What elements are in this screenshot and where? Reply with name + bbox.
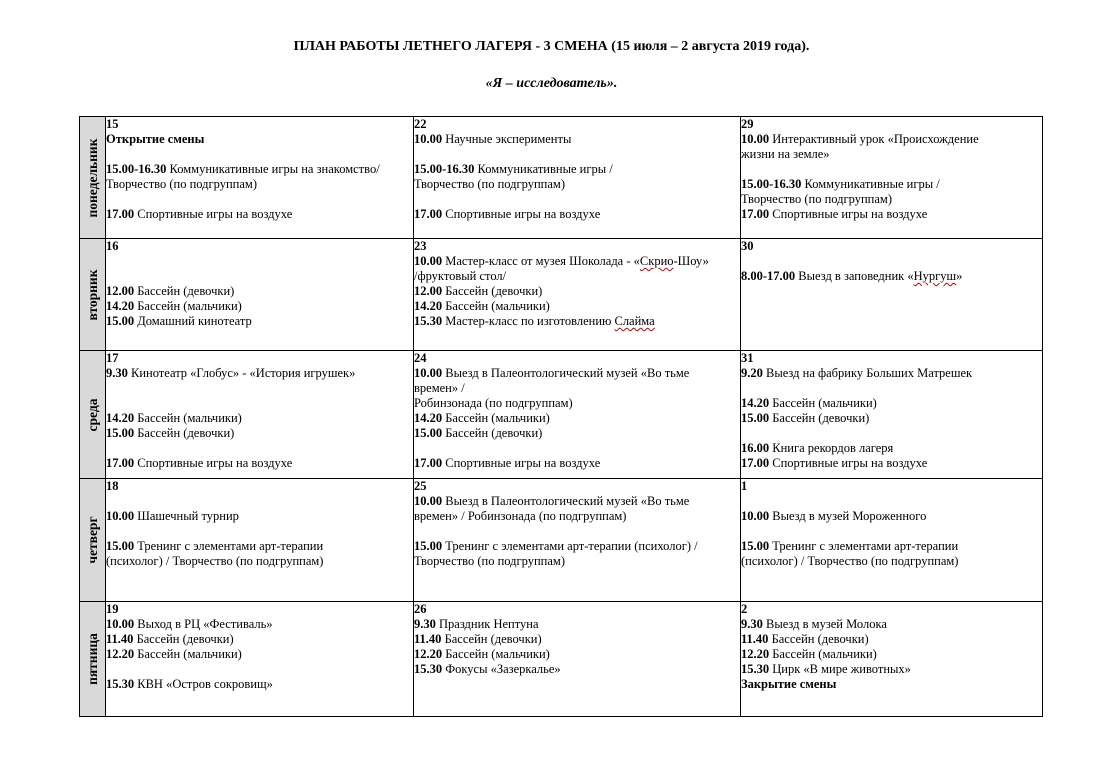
activity-text: Шашечный турнир xyxy=(134,509,239,523)
activity-time: 10.00 xyxy=(106,617,135,631)
schedule-cell-week-1 xyxy=(106,602,414,717)
activity-time: 10.00 xyxy=(106,509,135,523)
activity-time: 10.00 xyxy=(414,366,443,380)
activity-line xyxy=(414,456,740,471)
blank-line xyxy=(741,162,1042,177)
activity-text: Спортивные игры на воздухе xyxy=(442,207,601,221)
activity-time: 12.00 xyxy=(106,284,135,298)
date-number: 22 xyxy=(414,117,427,131)
date-number: 29 xyxy=(741,117,754,131)
date-number: 26 xyxy=(414,602,427,616)
blank-line xyxy=(106,147,413,162)
document-title: ПЛАН РАБОТЫ ЛЕТНЕГО ЛАГЕРЯ - 3 СМЕНА (15 июля – 2 августа 2019 года). xyxy=(293,39,810,54)
activity-time: 10.00 xyxy=(414,132,443,146)
activity-text: Бассейн (мальчики) xyxy=(442,299,550,313)
blank-line xyxy=(414,147,740,162)
blank-line xyxy=(106,494,413,509)
weekday-label: среда xyxy=(84,398,100,431)
activity-line xyxy=(414,494,740,509)
date-number: 30 xyxy=(741,239,754,253)
blank-line xyxy=(106,441,413,456)
activity-line xyxy=(106,411,413,426)
activity-text: времен» / Робинзонада (по подгруппам) xyxy=(414,509,627,523)
activity-line xyxy=(741,539,1042,554)
schedule-cell-week-1 xyxy=(106,351,414,479)
spellcheck-word: Слайма xyxy=(614,314,655,328)
activity-text: Бассейн (мальчики) xyxy=(134,647,242,661)
activity-line xyxy=(414,366,740,381)
activity-line xyxy=(741,411,1042,426)
activity-line xyxy=(741,396,1042,411)
activity-line xyxy=(741,132,1042,147)
activity-text: Спортивные игры на воздухе xyxy=(134,456,293,470)
activity-text: Творчество (по подгруппам) xyxy=(414,554,565,568)
activity-line xyxy=(106,632,413,647)
activity-line xyxy=(106,554,413,569)
activity-time: 15.30 xyxy=(741,662,770,676)
activity-text: Фокусы «Зазеркалье» xyxy=(442,662,561,676)
activity-line xyxy=(741,554,1042,569)
date-number: 16 xyxy=(106,239,119,253)
activity-text: Открытие смены xyxy=(106,132,205,146)
activity-line xyxy=(414,314,740,329)
blank-line xyxy=(414,524,740,539)
activity-line xyxy=(414,617,740,632)
activity-text: Бассейн (девочки) xyxy=(768,632,869,646)
activity-line xyxy=(414,162,740,177)
activity-line xyxy=(741,269,1042,284)
activity-line xyxy=(414,411,740,426)
activity-line xyxy=(106,207,413,222)
activity-time: 17.00 xyxy=(106,207,135,221)
activity-text: жизни на земле» xyxy=(741,147,830,161)
activity-time: 15.00 xyxy=(106,426,135,440)
activity-text: Робинзонада (по подгруппам) xyxy=(414,396,573,410)
activity-text: Творчество (по подгруппам) xyxy=(106,177,257,191)
activity-text: Закрытие смены xyxy=(741,677,837,691)
activity-time: 9.30 xyxy=(414,617,436,631)
date-number: 19 xyxy=(106,602,119,616)
activity-line xyxy=(414,632,740,647)
activity-time: 14.20 xyxy=(414,299,443,313)
activity-line xyxy=(414,647,740,662)
schedule-cell-week-1 xyxy=(106,117,414,239)
activity-line xyxy=(414,132,740,147)
activity-text: Спортивные игры на воздухе xyxy=(134,207,293,221)
activity-text: Бассейн (мальчики) xyxy=(442,647,550,661)
activity-text: Выезд на фабрику Больших Матрешек xyxy=(762,366,973,380)
activity-line xyxy=(414,662,740,677)
activity-time: 17.00 xyxy=(414,207,443,221)
activity-text: Цирк «В мире животных» xyxy=(769,662,911,676)
activity-line xyxy=(414,284,740,299)
date-number: 25 xyxy=(414,479,427,493)
activity-line xyxy=(741,677,1042,692)
activity-text: Домашний кинотеатр xyxy=(134,314,252,328)
spellcheck-word: Скрио xyxy=(639,254,674,268)
blank-line xyxy=(106,269,413,284)
blank-line xyxy=(106,396,413,411)
activity-time: 11.40 xyxy=(414,632,442,646)
weekday-label: пятница xyxy=(84,633,100,685)
date-number: 15 xyxy=(106,117,119,131)
blank-line xyxy=(106,254,413,269)
activity-text: Выезд в Палеонтологический музей «Во тьме xyxy=(442,366,690,380)
activity-text: Выезд в заповедник « xyxy=(795,269,914,283)
activity-time: 15.00 xyxy=(741,539,770,553)
activity-text: Спортивные игры на воздухе xyxy=(769,456,928,470)
activity-text: Мастер-класс по изготовлению xyxy=(442,314,615,328)
activity-text: Бассейн (мальчики) xyxy=(769,396,877,410)
activity-time: 8.00-17.00 xyxy=(741,269,796,283)
activity-line xyxy=(106,132,413,147)
schedule-row-0 xyxy=(80,117,1043,239)
activity-text: Спортивные игры на воздухе xyxy=(769,207,928,221)
activity-time: 15.00-16.30 xyxy=(741,177,802,191)
date-number: 23 xyxy=(414,239,427,253)
activity-time: 12.20 xyxy=(741,647,770,661)
activity-line xyxy=(741,192,1042,207)
activity-time: 15.00 xyxy=(414,426,443,440)
activity-line xyxy=(414,426,740,441)
blank-line xyxy=(106,524,413,539)
date-number: 17 xyxy=(106,351,119,365)
activity-time: 15.30 xyxy=(106,677,135,691)
schedule-row-3 xyxy=(80,479,1043,602)
activity-line xyxy=(414,254,740,269)
activity-time: 9.20 xyxy=(741,366,763,380)
schedule-cell-week-1 xyxy=(106,239,414,351)
schedule-cell-week-1 xyxy=(106,479,414,602)
weekday-label: понедельник xyxy=(84,138,100,217)
activity-line xyxy=(414,539,740,554)
activity-time: 14.20 xyxy=(741,396,770,410)
date-number: 2 xyxy=(741,602,748,616)
activity-line xyxy=(741,441,1042,456)
activity-line xyxy=(741,147,1042,162)
blank-line xyxy=(106,662,413,677)
activity-time: 15.00 xyxy=(106,314,135,328)
activity-text: Бассейн (мальчики) xyxy=(769,647,877,661)
activity-time: 14.20 xyxy=(106,299,135,313)
activity-time: 15.30 xyxy=(414,314,443,328)
activity-text: Книга рекордов лагеря xyxy=(769,441,894,455)
activity-text: Интерактивный урок «Происхождение xyxy=(769,132,979,146)
activity-text: (психолог) / Творчество (по подгруппам) xyxy=(741,554,959,568)
activity-time: 10.00 xyxy=(741,132,770,146)
spellcheck-word: Нургуш xyxy=(913,269,957,283)
activity-line xyxy=(414,381,740,396)
schedule-cell-week-2 xyxy=(414,239,741,351)
activity-text: Бассейн (девочки) xyxy=(769,411,870,425)
activity-line xyxy=(741,177,1042,192)
activity-text: Тренинг с элементами арт-терапии (психолог) / xyxy=(442,539,698,553)
activity-line xyxy=(741,456,1042,471)
blank-line xyxy=(741,524,1042,539)
activity-text: Спортивные игры на воздухе xyxy=(442,456,601,470)
activity-text: Бассейн (девочки) xyxy=(441,632,542,646)
activity-time: 15.00 xyxy=(106,539,135,553)
activity-text: Праздник Нептуна xyxy=(435,617,539,631)
activity-time: 15.30 xyxy=(414,662,443,676)
activity-line xyxy=(106,284,413,299)
activity-line xyxy=(414,554,740,569)
blank-line xyxy=(106,381,413,396)
activity-time: 14.20 xyxy=(106,411,135,425)
schedule-cell-week-2 xyxy=(414,602,741,717)
activity-text: Бассейн (девочки) xyxy=(134,284,235,298)
activity-text: КВН «Остров сокровищ» xyxy=(134,677,273,691)
date-number: 1 xyxy=(741,479,748,493)
weekday-cell xyxy=(80,479,106,602)
activity-line xyxy=(414,299,740,314)
date-number: 18 xyxy=(106,479,119,493)
activity-text: времен» / xyxy=(414,381,465,395)
schedule-row-4 xyxy=(80,602,1043,717)
activity-line xyxy=(741,207,1042,222)
activity-time: 12.00 xyxy=(414,284,443,298)
activity-line xyxy=(106,162,413,177)
schedule-row-1 xyxy=(80,239,1043,351)
schedule-table xyxy=(79,116,1043,717)
activity-text: Бассейн (девочки) xyxy=(133,632,234,646)
schedule-cell-week-3 xyxy=(741,117,1043,239)
activity-line xyxy=(414,269,740,284)
activity-text: Научные эксперименты xyxy=(442,132,572,146)
activity-line xyxy=(106,366,413,381)
activity-time: 16.00 xyxy=(741,441,770,455)
activity-text: Кинотеатр «Глобус» - «История игрушек» xyxy=(127,366,356,380)
activity-time: 12.20 xyxy=(106,647,135,661)
activity-time: 9.30 xyxy=(106,366,128,380)
weekday-label: вторник xyxy=(84,268,100,321)
weekday-label: четверг xyxy=(84,516,100,564)
activity-time: 9.30 xyxy=(741,617,763,631)
activity-line xyxy=(106,456,413,471)
blank-line xyxy=(414,192,740,207)
activity-text: Выезд в Палеонтологический музей «Во тьме xyxy=(442,494,690,508)
activity-text: Творчество (по подгруппам) xyxy=(741,192,892,206)
activity-text: (психолог) / Творчество (по подгруппам) xyxy=(106,554,324,568)
activity-time: 17.00 xyxy=(414,456,443,470)
schedule-cell-week-2 xyxy=(414,117,741,239)
schedule-cell-week-2 xyxy=(414,351,741,479)
activity-text: Мастер-класс от музея Шоколада - « xyxy=(442,254,640,268)
activity-time: 12.20 xyxy=(414,647,443,661)
activity-time: 10.00 xyxy=(741,509,770,523)
schedule-cell-week-3 xyxy=(741,602,1043,717)
schedule-cell-week-2 xyxy=(414,479,741,602)
activity-text: Бассейн (мальчики) xyxy=(134,299,242,313)
activity-text: Бассейн (мальчики) xyxy=(134,411,242,425)
blank-line xyxy=(741,381,1042,396)
activity-text: Выезд в музей Мороженного xyxy=(769,509,927,523)
activity-text: Бассейн (мальчики) xyxy=(442,411,550,425)
activity-line xyxy=(741,366,1042,381)
activity-line xyxy=(106,617,413,632)
activity-text-tail: -Шоу» xyxy=(673,254,709,268)
date-number: 31 xyxy=(741,351,754,365)
activity-text: Бассейн (девочки) xyxy=(134,426,235,440)
schedule-row-2 xyxy=(80,351,1043,479)
activity-text: /фруктовый стол/ xyxy=(414,269,507,283)
activity-time: 15.00 xyxy=(414,539,443,553)
activity-time: 15.00-16.30 xyxy=(106,162,167,176)
activity-line xyxy=(414,509,740,524)
activity-line xyxy=(741,632,1042,647)
blank-line xyxy=(741,426,1042,441)
activity-line xyxy=(741,617,1042,632)
document-subtitle: «Я – исследователь». xyxy=(485,76,618,91)
activity-text-tail: » xyxy=(956,269,963,283)
activity-text: Выход в РЦ «Фестиваль» xyxy=(134,617,273,631)
activity-time: 15.00-16.30 xyxy=(414,162,475,176)
activity-time: 10.00 xyxy=(414,494,443,508)
activity-text: Коммуникативные игры на знакомство/ xyxy=(166,162,380,176)
activity-time: 17.00 xyxy=(106,456,135,470)
activity-line xyxy=(106,299,413,314)
activity-text: Бассейн (девочки) xyxy=(442,426,543,440)
weekday-cell xyxy=(80,117,106,239)
activity-time: 10.00 xyxy=(414,254,443,268)
schedule-cell-week-3 xyxy=(741,479,1043,602)
activity-text: Коммуникативные игры / xyxy=(474,162,613,176)
activity-time: 17.00 xyxy=(741,207,770,221)
activity-time: 17.00 xyxy=(741,456,770,470)
weekday-cell xyxy=(80,351,106,479)
activity-time: 15.00 xyxy=(741,411,770,425)
activity-line xyxy=(414,177,740,192)
blank-line xyxy=(414,441,740,456)
activity-line xyxy=(106,647,413,662)
activity-line xyxy=(106,509,413,524)
activity-text: Коммуникативные игры / xyxy=(801,177,940,191)
activity-line xyxy=(106,177,413,192)
activity-line xyxy=(106,426,413,441)
schedule-cell-week-3 xyxy=(741,239,1043,351)
activity-line xyxy=(414,396,740,411)
activity-text: Выезд в музей Молока xyxy=(762,617,887,631)
activity-text: Бассейн (девочки) xyxy=(442,284,543,298)
activity-line xyxy=(106,539,413,554)
activity-text: Тренинг с элементами арт-терапии xyxy=(134,539,324,553)
blank-line xyxy=(106,192,413,207)
activity-line xyxy=(741,509,1042,524)
date-number: 24 xyxy=(414,351,427,365)
activity-text: Творчество (по подгруппам) xyxy=(414,177,565,191)
activity-text: Тренинг с элементами арт-терапии xyxy=(769,539,959,553)
activity-line xyxy=(106,677,413,692)
blank-line xyxy=(741,494,1042,509)
blank-line xyxy=(741,254,1042,269)
activity-line xyxy=(741,647,1042,662)
activity-line xyxy=(414,207,740,222)
activity-time: 14.20 xyxy=(414,411,443,425)
schedule-cell-week-3 xyxy=(741,351,1043,479)
activity-line xyxy=(741,662,1042,677)
weekday-cell xyxy=(80,602,106,717)
weekday-cell xyxy=(80,239,106,351)
activity-time: 11.40 xyxy=(106,632,134,646)
activity-line xyxy=(106,314,413,329)
activity-time: 11.40 xyxy=(741,632,769,646)
